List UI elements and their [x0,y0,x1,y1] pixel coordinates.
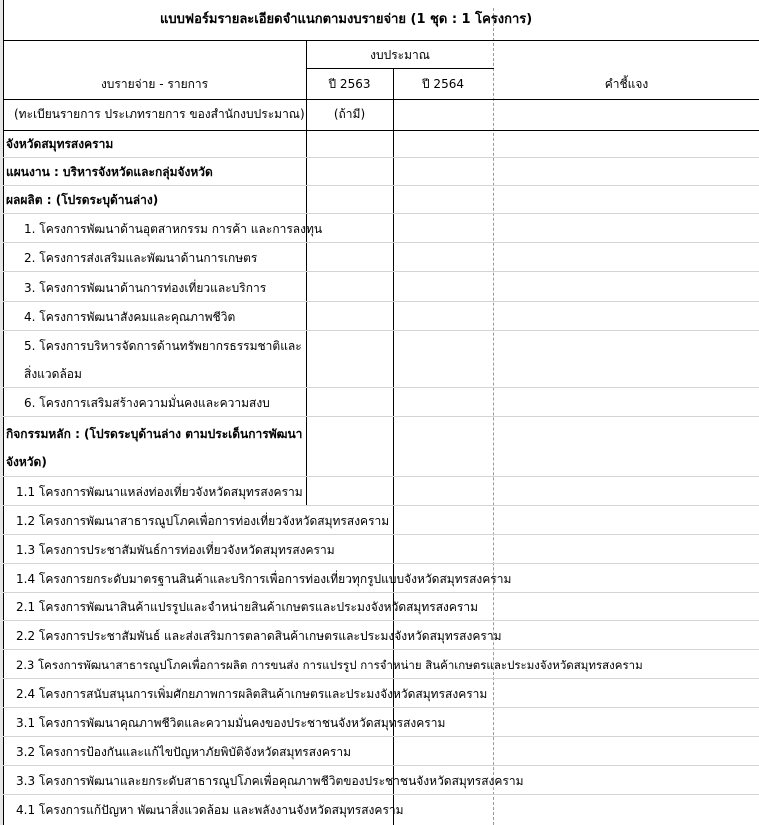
row-separator [3,157,759,158]
explanation-header: คำชี้แจง [604,77,649,91]
grid-line-note-bottom [3,130,759,131]
row-separator [3,592,759,593]
grid-line-header-bottom [3,99,759,100]
activity-item: 3.1 โครงการพัฒนาคุณภาพชีวิตและความมั่นคงของประชาชนจังหวัดสมุทรสงคราม [16,716,446,730]
row-separator [3,301,759,302]
year-2564-header: ปี 2564 [422,77,464,91]
activity-item: 4.1 โครงการแก้ปัญหา พัฒนาสิ่งแวดล้อม และพลังงานจังหวัดสมุทรสงคราม [16,803,404,817]
row-separator [3,649,759,650]
row-separator [3,707,759,708]
budget-header: งบประมาณ [370,48,430,62]
activity-item: 2.3 โครงการพัฒนาสาธารณูปโภคเพื่อการผลิต การขนส่ง การแปรรูป การจำหน่าย สินค้าเกษตรและประมงจังหวัดสมุทรสงคราม [16,658,643,672]
activity-item: 3.3 โครงการพัฒนาและยกระดับสาธารณูปโภคเพื่อคุณภาพชีวิตของประชาชนจังหวัดสมุทรสงคราม [16,774,524,788]
row-separator [3,416,759,417]
plan-label: แผนงาน : บริหารจังหวัดและกลุ่มจังหวัด [6,165,213,179]
output-item: 6. โครงการเสริมสร้างความมั่นคงและความสงบ [24,396,270,410]
output-item: 1. โครงการพัฒนาด้านอุตสาหกรรม การค้า และการลงทุน [24,222,323,236]
grid-line-left [3,0,4,825]
form-title: แบบฟอร์มรายละเอียดจำแนกตามงบรายจ่าย (1 ชุด : 1 โครงการ) [160,12,533,27]
row-separator [3,242,759,243]
year-2563-header: ปี 2563 [328,77,371,91]
output-label: ผลผลิต : (โปรดระบุด้านล่าง) [6,193,159,207]
activity-item: 1.4 โครงการยกระดับมาตรฐานสินค้าและบริการเพื่อการท่องเที่ยวทุกรูปแบบจังหวัดสมุทรสงคราม [16,572,512,586]
row-separator [3,563,759,564]
activity-item: 2.1 โครงการพัฒนาสินค้าแปรรูปและจำหน่ายสินค้าเกษตรและประมงจังหวัดสมุทรสงคราม [16,600,478,614]
output-item: 5. โครงการบริหารจัดการด้านทรัพยากรธรรมชาติและ [24,339,302,353]
row-separator [3,387,759,388]
activity-item: 3.2 โครงการป้องกันและแก้ไขปัญหาภัยพิบัติจังหวัดสมุทรสงคราม [16,745,352,759]
row-separator [3,765,759,766]
row-separator [3,185,759,186]
output-item-continuation: สิ่งแวดล้อม [24,367,82,381]
item-column-header: งบรายจ่าย - รายการ [100,77,209,91]
row-separator [3,505,759,506]
output-item: 4. โครงการพัฒนาสังคมและคุณภาพชีวิต [24,310,236,324]
province-label: จังหวัดสมุทรสงคราม [6,137,114,151]
activity-item: 1.1 โครงการพัฒนาแหล่งท่องเที่ยวจังหวัดสมุทรสงคราม [16,485,303,499]
activity-item: 2.4 โครงการสนับสนุนการเพิ่มศักยภาพการผลิตสินค้าเกษตรและประมงจังหวัดสมุทรสงคราม [16,687,488,701]
row-separator [3,213,759,214]
activity-item: 1.3 โครงการประชาสัมพันธ์การท่องเที่ยวจังหวัดสมุทรสงคราม [16,543,335,557]
grid-line-budget-bottom [306,68,494,69]
if-any-note: (ถ้ามี) [333,107,366,121]
activity-label-continuation: จังหวัด) [6,455,47,469]
row-separator [3,271,759,272]
row-separator [3,794,759,795]
row-separator [3,534,759,535]
registry-note: (ทะเบียนรายการ ประเภทรายการ ของสำนักงบประมาณ) [14,107,305,121]
row-separator [3,736,759,737]
row-separator [3,476,759,477]
activity-item: 1.2 โครงการพัฒนาสาธารณูปโภคเพื่อการท่องเที่ยวจังหวัดสมุทรสงคราม [16,514,390,528]
output-item: 3. โครงการพัฒนาด้านการท่องเที่ยวและบริการ [24,281,267,295]
grid-line-top [3,40,759,41]
row-separator [3,620,759,621]
row-separator [3,678,759,679]
activity-item: 2.2 โครงการประชาสัมพันธ์ และส่งเสริมการตลาดสินค้าเกษตรและประมงจังหวัดสมุทรสงคราม [16,629,502,643]
row-separator [3,330,759,331]
output-item: 2. โครงการส่งเสริมและพัฒนาด้านการเกษตร [24,251,258,265]
activity-label: กิจกรรมหลัก : (โปรดระบุด้านล่าง ตามประเด็นการพัฒนา [6,427,303,441]
